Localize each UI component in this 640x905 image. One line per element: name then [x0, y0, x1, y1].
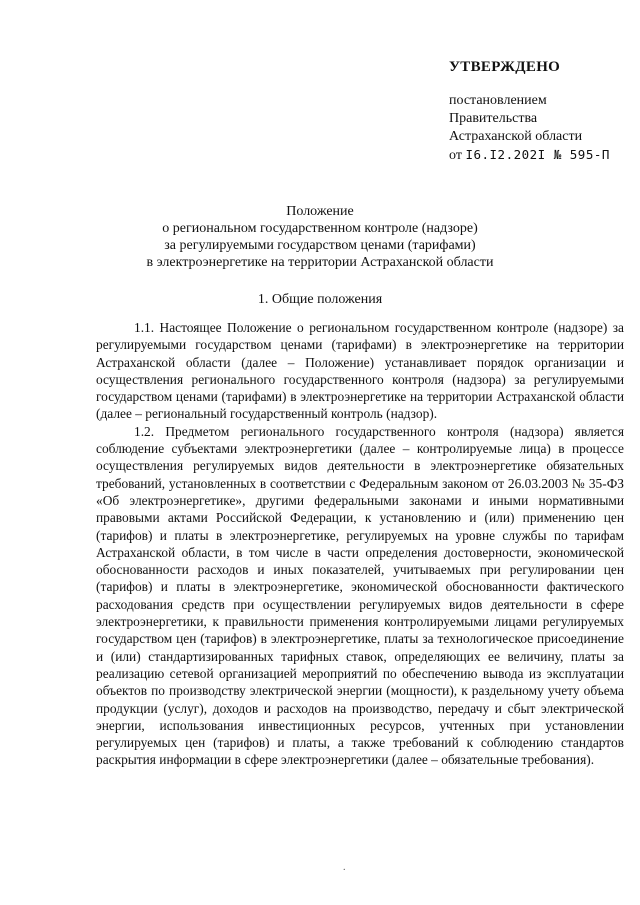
- approved-heading: УТВЕРЖДЕНО: [449, 59, 561, 75]
- approval-date-line: [449, 146, 634, 165]
- approval-date-prefix: от: [449, 148, 462, 163]
- approval-line-2: Правительства: [449, 111, 538, 126]
- section-heading: 1. Общие положения: [257, 292, 383, 307]
- title-line-2: о региональном государственном контроле (надзоре): [162, 221, 478, 236]
- title-line-4: в электроэнергетике на территории Астраханской области: [146, 255, 494, 270]
- title-line-1: Положение: [286, 204, 354, 219]
- page-mark: .: [343, 862, 346, 873]
- approval-date-number: I6.I2.202I № 595-П: [465, 147, 610, 162]
- approval-line-1: постановлением: [449, 93, 547, 108]
- document-title: [0, 203, 640, 271]
- paragraph-1-2: 1.2. Предметом регионального государственного контроля (надзора) является соблюдение субъектами электроэнергетики (далее – контролируемые лица) в процессе осуществления регулируемых видов деятельности в электроэнергетике обязательных требований, установленных в соответствии с Федеральным законом от 26.03.2003 № 35-ФЗ «Об электроэнергетике», другими федеральными законами и иными нормативными правовыми актами Российской Федерации, к установлению и (или) применению цен (тарифов) и платы в электроэнергетике, регулируемых на уровне службы по тарифам Астраханской области, в том числе в части определения достоверности, экономической обоснованности расходов и иных показателей, учитываемых при регулировании цен (тарифов) и платы в электроэнергетике, экономической обоснованности фактического расходования средств при осуществлении регулируемых видов деятельности в сфере электроэнергетики, к правильности применения контролируемыми лицами регулируемых государством цен (тарифов) в электроэнергетике, платы за технологическое присоединение и (или) стандартизированных тарифных ставок, определяющих ее величину, платы за реализацию сетевой организацией мероприятий по обеспечению вывода из эксплуатации объектов по производству электрической энергии (мощности), к раздельному учету объема продукции (услуг), доходов и расходов на производство, передачу и сбыт электрической энергии, использования инвестиционных ресурсов, учтенных при установлении регулируемых цен (тарифов) и платы, а также требований к соблюдению стандартов раскрытия информации в сфере электроэнергетики (далее – обязательные требования).: [96, 423, 624, 768]
- title-line-3: за регулируемыми государством ценами (тарифами): [164, 238, 476, 253]
- section-body: [96, 319, 624, 769]
- paragraph-1-1: 1.1. Настоящее Положение о региональном государственном контроле (надзоре) за регулируемыми государством ценами (тарифами) в электроэнергетике на территории Астраханской области (далее – Положение) устанавливает порядок организации и осуществления регионального государственного контроля (надзора) за регулируемыми государством ценами (тарифами) в электроэнергетике на территории Астраханской области (далее – региональный государственный контроль (надзор).: [96, 320, 624, 422]
- approval-stamp: [449, 58, 634, 165]
- approval-line-3: Астраханской области: [449, 129, 583, 144]
